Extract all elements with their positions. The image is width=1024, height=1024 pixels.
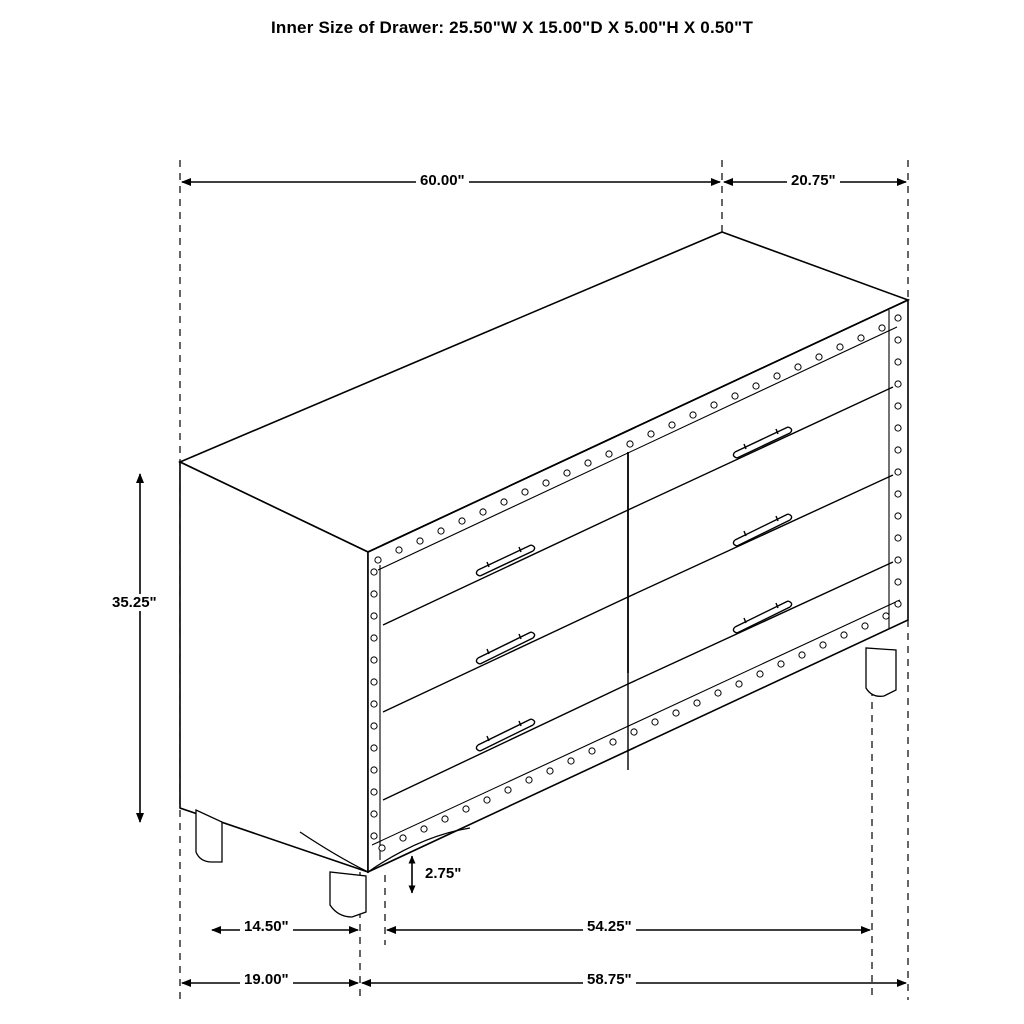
dim-label-base-depth: 19.00" xyxy=(240,971,293,988)
dim-label-height: 35.25" xyxy=(108,594,161,611)
dim-label-foot-depth: 14.50" xyxy=(240,918,293,935)
dim-label-overall-width: 58.75" xyxy=(583,971,636,988)
page-title: Inner Size of Drawer: 25.50"W X 15.00"D X 5.00"H X 0.50"T xyxy=(270,18,754,37)
dim-label-top-width: 60.00" xyxy=(416,172,469,189)
dim-label-leg-height: 2.75" xyxy=(421,865,465,882)
dim-label-front-width: 54.25" xyxy=(583,918,636,935)
dresser-body xyxy=(180,232,908,917)
dim-label-top-depth: 20.75" xyxy=(787,172,840,189)
